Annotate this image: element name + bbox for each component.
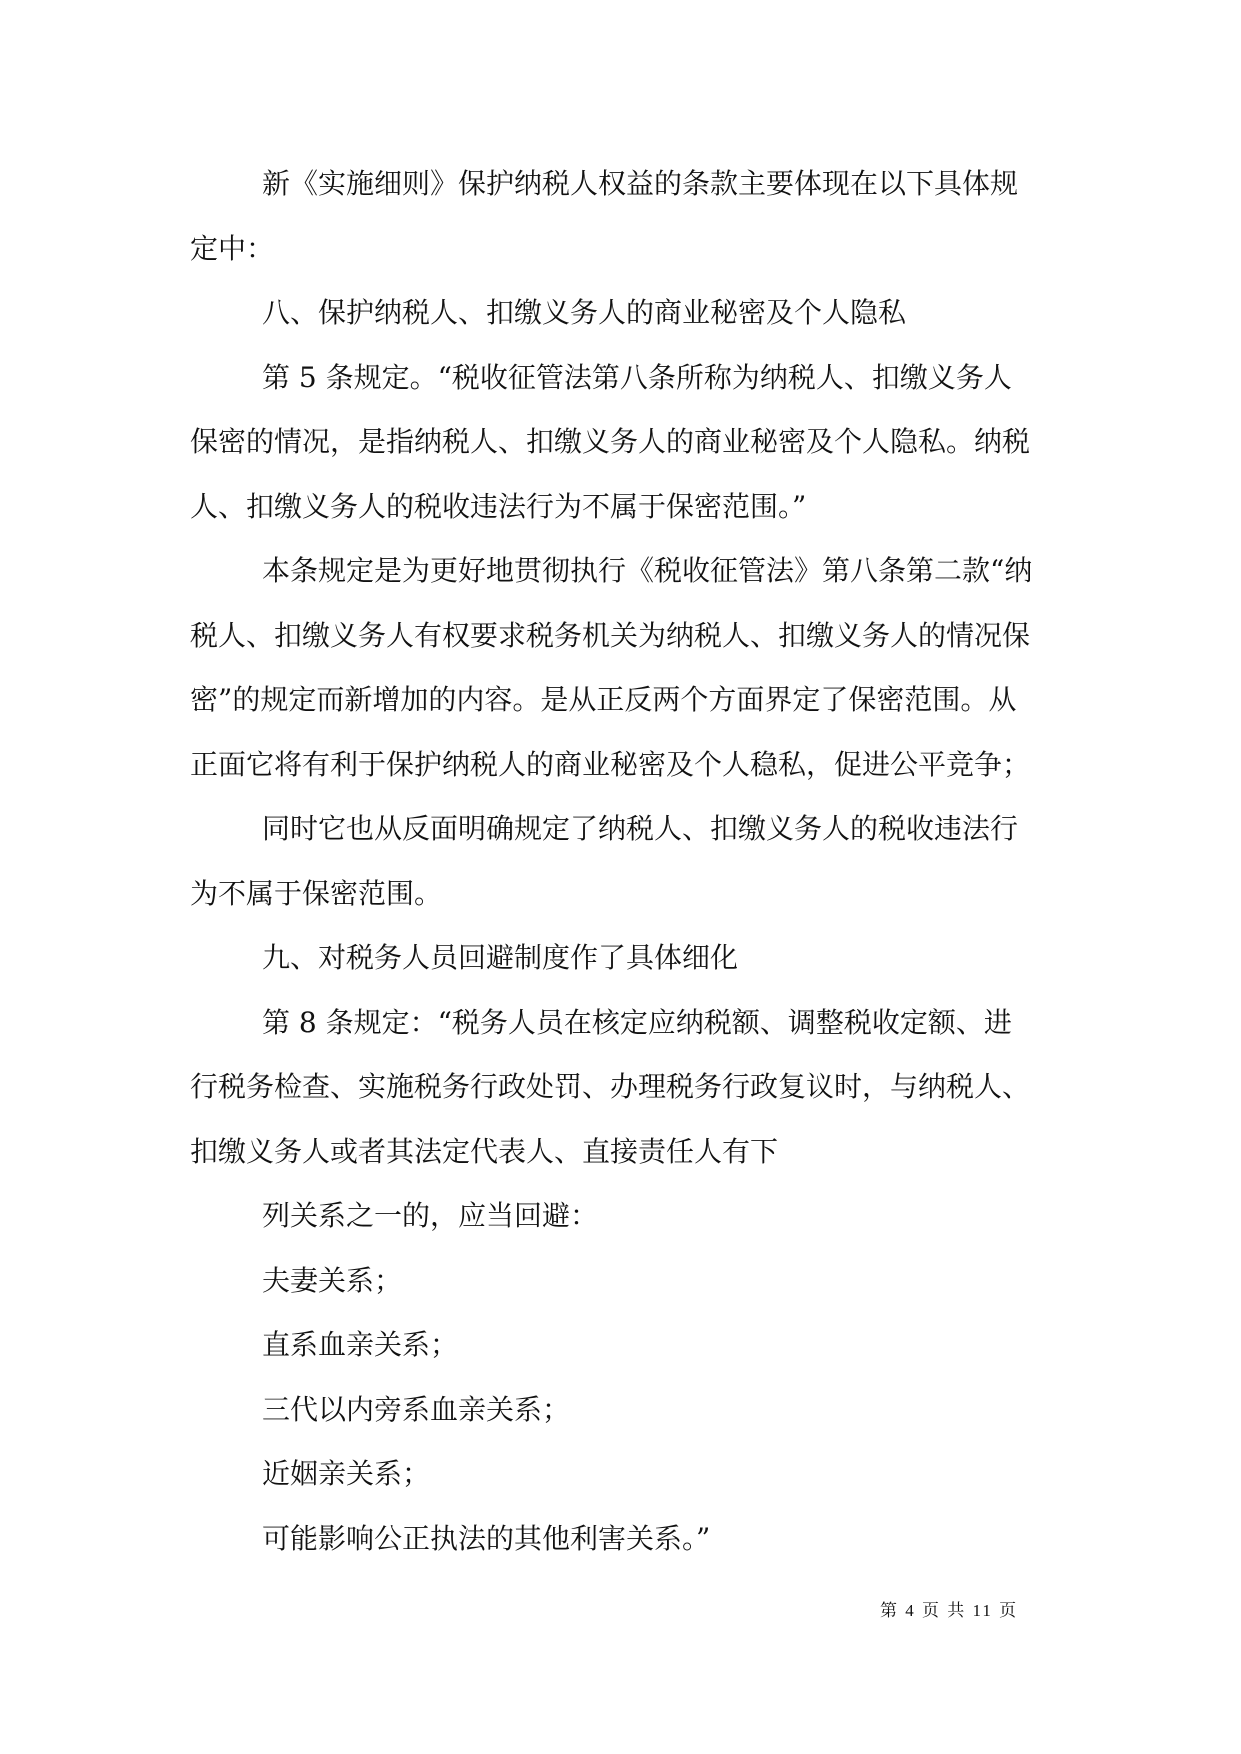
section-heading: 九、对税务人员回避制度作了具体细化 — [262, 941, 739, 974]
paragraph-line: 密”的规定而新增加的内容。是从正反两个方面界定了保密范围。从 — [190, 683, 1017, 716]
paragraph-line: 税人、扣缴义务人有权要求税务机关为纳税人、扣缴义务人的情况保 — [190, 618, 1031, 652]
paragraph-line: 第 5 条规定。“税收征管法第八条所称为纳税人、扣缴义务人 — [262, 360, 1012, 394]
page-footer: 第 4 页 共 11 页 — [880, 1601, 1019, 1620]
paragraph-line: 列关系之一的，应当回避： — [262, 1199, 599, 1232]
paragraph-line: 保密的情况，是指纳税人、扣缴义务人的商业秘密及个人隐私。纳税 — [190, 425, 1031, 458]
paragraph-line: 定中： — [190, 231, 275, 265]
paragraph-line: 同时它也从反面明确规定了纳税人、扣缴义务人的税收违法行 — [262, 812, 1019, 845]
list-item: 近姻亲关系； — [262, 1457, 431, 1490]
document-body — [190, 157, 1056, 1576]
section-heading: 八、保护纳税人、扣缴义务人的商业秘密及个人隐私 — [262, 296, 907, 329]
paragraph-line: 行税务检查、实施税务行政处罚、办理税务行政复议时，与纳税人、 — [190, 1070, 1031, 1103]
paragraph-line: 本条规定是为更好地贯彻执行《税收征管法》第八条第二款“纳 — [262, 554, 1033, 587]
paragraph-line: 为不属于保密范围。 — [190, 876, 443, 910]
paragraph-line: 正面它将有利于保护纳税人的商业秘密及个人稳私，促进公平竞争； — [190, 747, 1031, 781]
paragraph-line: 人、扣缴义务人的税收违法行为不属于保密范围。” — [190, 489, 807, 523]
list-item: 夫妻关系； — [262, 1263, 403, 1297]
list-item: 三代以内旁系血亲关系； — [262, 1392, 571, 1426]
paragraph-line: 扣缴义务人或者其法定代表人、直接责任人有下 — [190, 1134, 779, 1168]
list-item: 直系血亲关系； — [262, 1328, 459, 1361]
paragraph-line: 新《实施细则》保护纳税人权益的条款主要体现在以下具体规 — [262, 167, 1019, 200]
list-item: 可能影响公正执法的其他利害关系。” — [262, 1521, 711, 1555]
paragraph-line: 第 8 条规定：“税务人员在核定应纳税额、调整税收定额、进 — [262, 1005, 1012, 1039]
